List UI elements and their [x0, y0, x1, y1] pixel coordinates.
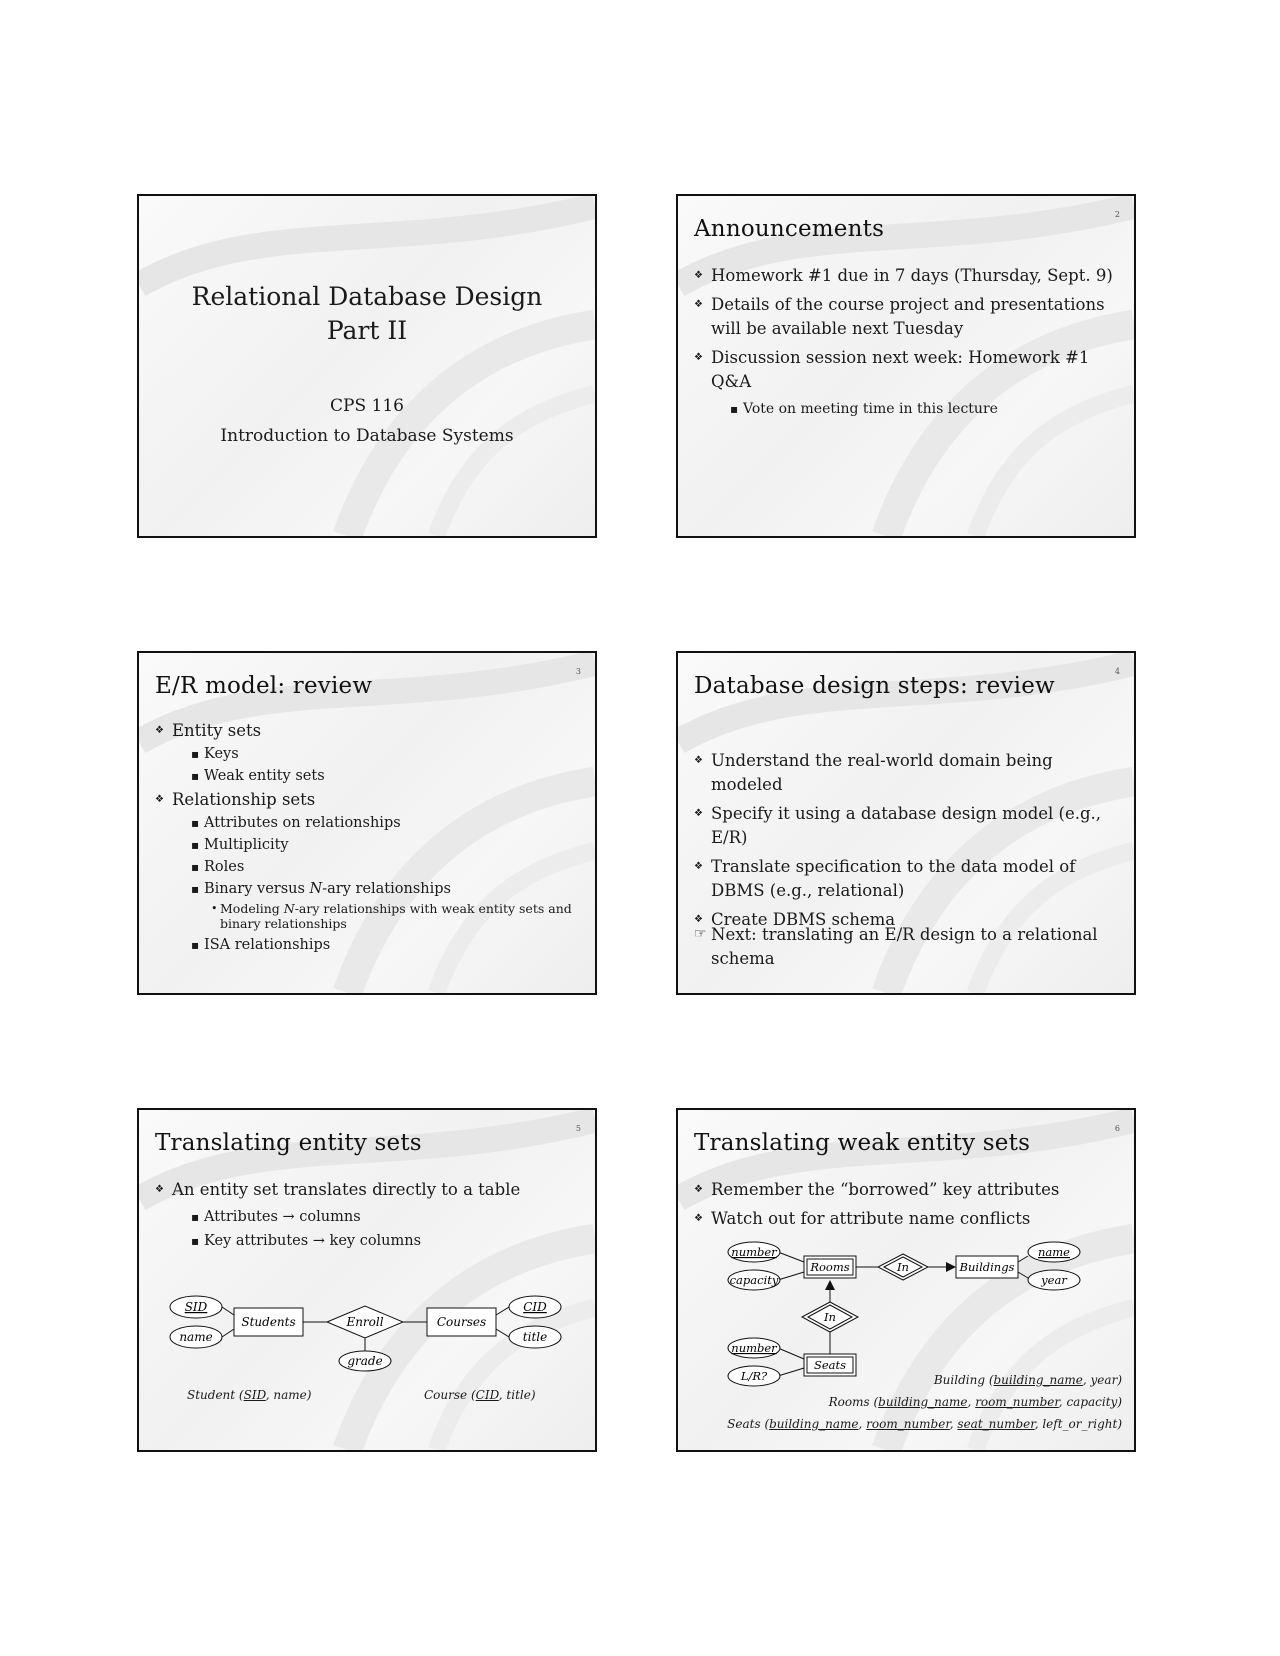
slide-title: Database design steps: review: [694, 673, 1055, 699]
relationship-enroll-label: Enroll: [346, 1315, 384, 1329]
arrow-head: [825, 1280, 835, 1290]
slide-5: [137, 1108, 597, 1452]
entity-buildings-label: Buildings: [959, 1260, 1015, 1274]
entity-students-label: Students: [241, 1315, 296, 1329]
sub-bullet-item: ▪ Attributes on relationships: [191, 813, 583, 834]
presentation-title-line1: Relational Database Design: [191, 282, 543, 311]
sub-bullet-item: ▪ Vote on meeting time in this lecture: [730, 399, 1122, 420]
arrow-head: [946, 1262, 956, 1272]
sub-bullet-item: ▪ ISA relationships: [191, 935, 583, 956]
text-italic-n: N: [309, 881, 323, 897]
schema-course: Course (CID, title): [424, 1388, 536, 1402]
attribute: capacity: [1066, 1395, 1118, 1409]
slide-title: E/R model: review: [155, 673, 373, 699]
attr-sid-label: SID: [184, 1300, 208, 1314]
attr-number-label: number: [731, 1245, 777, 1259]
attr-name-label: name: [1038, 1245, 1070, 1259]
er-edge: [778, 1368, 804, 1376]
weak-entity-seats-label: Seats: [813, 1358, 847, 1372]
schema-seats: Seats (building_name, room_number, seat_number, left_or_right): [727, 1417, 1122, 1431]
er-edge: [778, 1348, 804, 1359]
text-part: Modeling: [220, 901, 284, 916]
er-edge: [222, 1307, 234, 1315]
attribute: title: [506, 1388, 531, 1402]
attr-name-label: name: [179, 1330, 213, 1344]
bullet-item: ❖ Discussion session next week: Homework #1 Q&A: [694, 346, 1122, 394]
next-list: [694, 923, 1122, 976]
attr-capacity-label: capacity: [729, 1273, 779, 1287]
bullet-item: ❖ Entity sets: [155, 719, 583, 743]
sub-bullet-item: ▪ Attributes → columns: [191, 1207, 583, 1228]
bullet-item: ❖ An entity set translates directly to a table: [155, 1178, 583, 1202]
sub-bullet-item: ▪ Keys: [191, 744, 583, 765]
relation-name: Seats: [727, 1417, 761, 1431]
key-attribute: building_name: [993, 1373, 1083, 1387]
er-edge: [1018, 1256, 1028, 1262]
schema-student: Student (SID, name): [187, 1388, 312, 1402]
slide-1: [137, 194, 597, 538]
page-number: 2: [1114, 210, 1120, 219]
page-number: 6: [1114, 1124, 1120, 1133]
key-attribute: CID: [475, 1388, 499, 1402]
slide-title: Translating weak entity sets: [694, 1130, 1031, 1156]
page-number: 4: [1114, 667, 1120, 676]
sub-bullet-item: ▪ Key attributes → key columns: [191, 1231, 583, 1252]
er-edge: [222, 1329, 234, 1337]
attr-lr-label: L/R?: [740, 1369, 768, 1383]
slide-2: [676, 194, 1136, 538]
schema-building: Building (building_name, year): [933, 1373, 1122, 1387]
bullet-item: ❖ Specify it using a database design model (e.g., E/R): [694, 802, 1122, 850]
text-part: Binary versus: [204, 881, 310, 897]
slide-6: [676, 1108, 1136, 1452]
er-edge: [778, 1252, 804, 1262]
slide-3: [137, 651, 597, 995]
key-attribute: building_name: [878, 1395, 968, 1409]
presentation-title-line2: Part II: [326, 316, 408, 345]
attribute: left_or_right: [1042, 1417, 1118, 1431]
bullet-item: ❖ Understand the real-world domain being modeled: [694, 749, 1122, 797]
er-edge: [496, 1307, 509, 1315]
weak-entity-rooms-label: Rooms: [810, 1260, 850, 1274]
attr-cid-label: CID: [523, 1300, 547, 1314]
key-attribute: building_name: [769, 1417, 859, 1431]
course-code: CPS 116: [330, 396, 404, 416]
sub-bullet-item: ▪ Roles: [191, 857, 583, 878]
er-edge: [496, 1329, 509, 1337]
entity-courses-label: Courses: [436, 1315, 487, 1329]
er-edge: [1018, 1272, 1028, 1278]
bullet-list: [694, 264, 1122, 423]
attribute: name: [273, 1388, 307, 1402]
sub-bullet-item: ▪ Weak entity sets: [191, 766, 583, 787]
sub-bullet-item: [191, 879, 583, 900]
bullet-item: ❖ Details of the course project and presentations will be available next Tuesday: [694, 293, 1122, 341]
text-italic-n: N: [283, 901, 295, 916]
bullet-item: ❖ Relationship sets: [155, 788, 583, 812]
relationship-in2-label: In: [824, 1310, 836, 1324]
bullet-item: ❖ Homework #1 due in 7 days (Thursday, Sept. 9): [694, 264, 1122, 288]
slide-title: Translating entity sets: [155, 1130, 422, 1156]
page-number: 3: [575, 667, 581, 676]
bullet-list: [694, 749, 1122, 937]
attr-title-label: title: [522, 1330, 548, 1344]
bullet-list: [155, 719, 583, 959]
attr-grade-label: grade: [347, 1354, 383, 1368]
attribute: year: [1090, 1373, 1118, 1387]
attr-year-label: year: [1041, 1273, 1067, 1287]
bullet-item: ❖ Watch out for attribute name conflicts: [694, 1207, 1122, 1231]
course-name: Introduction to Database Systems: [220, 426, 514, 446]
relation-name: Rooms: [828, 1395, 870, 1409]
slide-title: Announcements: [694, 216, 885, 242]
sub-bullet-item: ▪ Multiplicity: [191, 835, 583, 856]
key-attribute: room_number: [975, 1395, 1059, 1409]
key-attribute: room_number: [866, 1417, 950, 1431]
schema-rooms: Rooms (building_name, room_number, capacity): [828, 1395, 1122, 1409]
bullet-item: ❖ Remember the “borrowed” key attributes: [694, 1178, 1122, 1202]
relation-name: Course: [424, 1388, 468, 1402]
text-part: -ary relationships with weak entity sets and binary relationships: [220, 901, 572, 931]
slide-4: [676, 651, 1136, 995]
page-number: 5: [575, 1124, 581, 1133]
next-item: ☞ Next: translating an E/R design to a relational schema: [694, 923, 1122, 971]
bullet-item: ❖ Translate specification to the data model of DBMS (e.g., relational): [694, 855, 1122, 903]
relation-name: Student: [187, 1388, 236, 1402]
relationship-in-label: In: [897, 1260, 909, 1274]
attr-number-label: number: [731, 1341, 777, 1355]
sub-sub-bullet-item: [211, 901, 583, 931]
relation-name: Building: [933, 1373, 985, 1387]
bullet-item: ❖ Create DBMS schema: [694, 908, 1122, 932]
key-attribute: seat_number: [957, 1417, 1035, 1431]
text-part: -ary relationships: [322, 881, 451, 897]
er-edge: [778, 1272, 804, 1280]
key-attribute: SID: [243, 1388, 266, 1402]
